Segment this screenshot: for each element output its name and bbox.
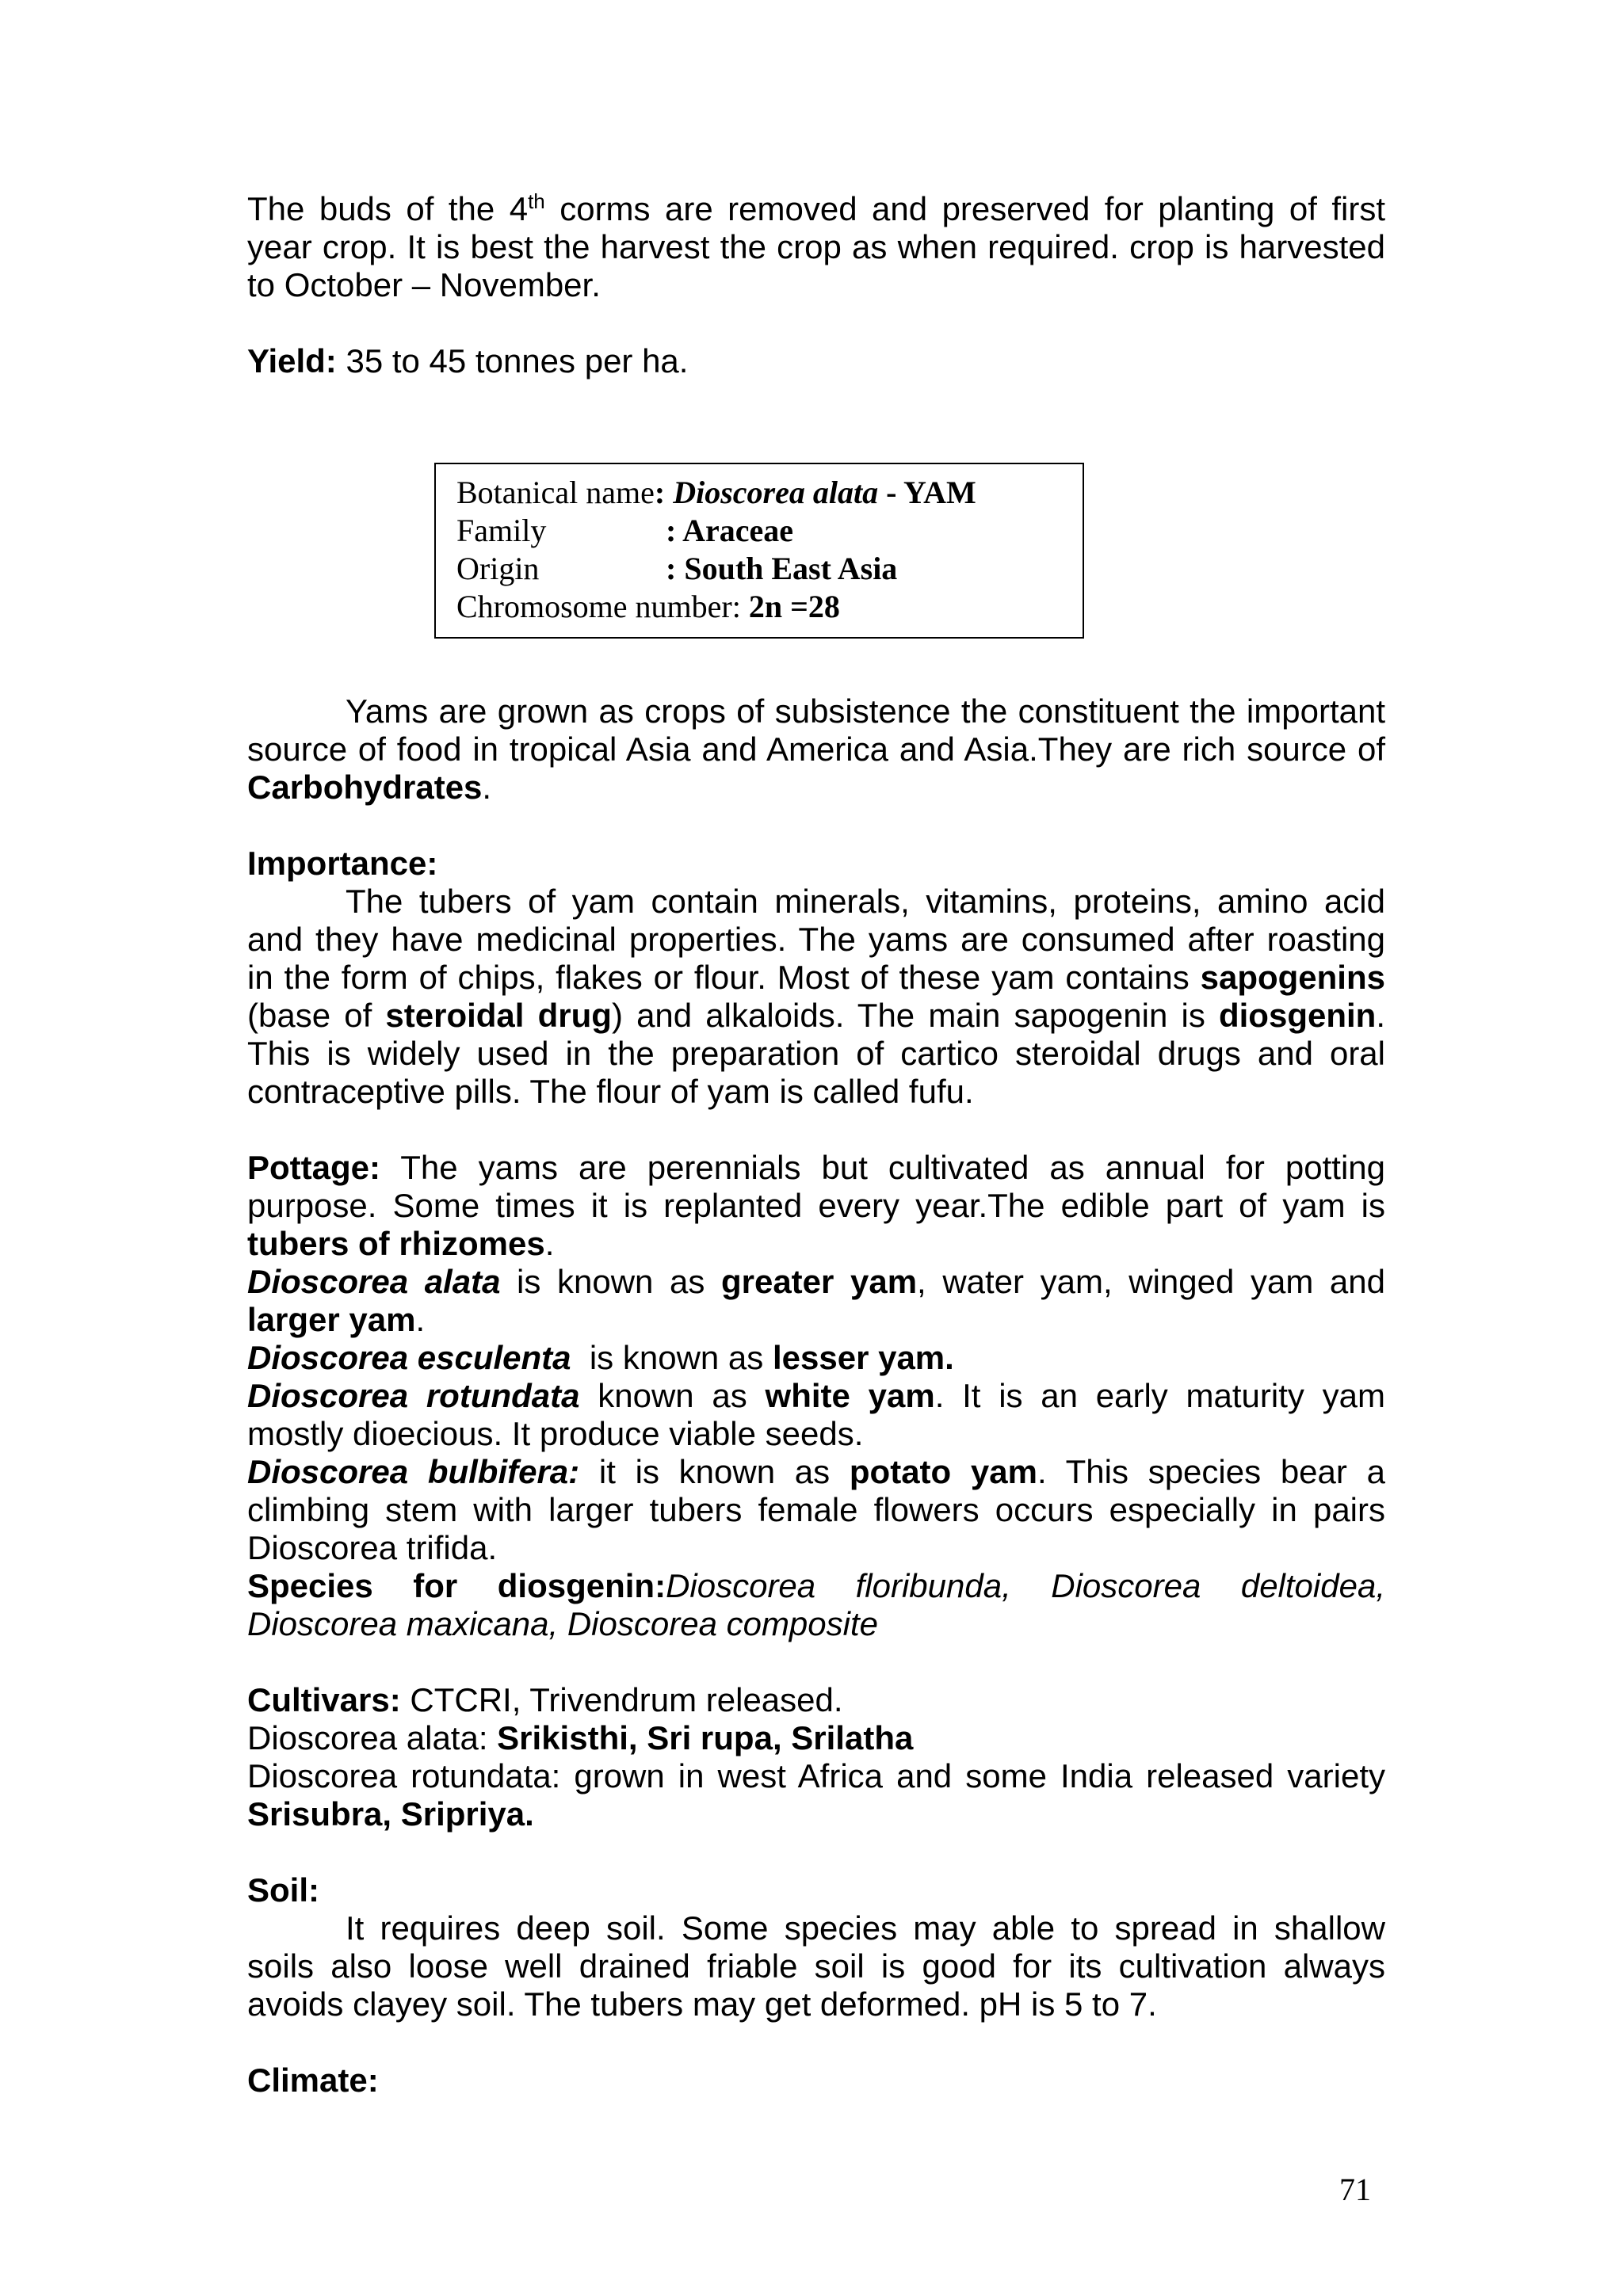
cultivars-line: [247, 1681, 1385, 1719]
importance-heading-text: Importance:: [247, 845, 438, 882]
family-row: [456, 512, 1062, 550]
family-value: : Araceae: [666, 513, 794, 548]
botanical-name-row: [456, 474, 1062, 512]
chromosome-value: 2n =28: [748, 589, 840, 624]
steroidal-drug-bold: steroidal drug: [385, 997, 612, 1034]
importance-heading: [247, 845, 1385, 883]
species-text: is known as: [500, 1263, 721, 1300]
tubers-bold: tubers of rhizomes: [247, 1225, 545, 1262]
species-text: is known as: [571, 1339, 773, 1376]
pottage-text: The yams are perennials but cultivated as annual for potting purpose. Some times it is replanted every year.The edible part of yam is: [247, 1149, 1385, 1224]
species-common-name: potato yam: [849, 1453, 1037, 1490]
climate-heading: [247, 2061, 1385, 2100]
importance-paragraph: [247, 883, 1385, 1111]
diosgenin-label: Species for diosgenin:: [247, 1567, 666, 1604]
species-name: Dioscorea esculenta: [247, 1339, 571, 1376]
botanical-name-suffix: - YAM: [878, 475, 976, 510]
pottage-paragraph: [247, 1149, 1385, 1263]
chromosome-label: Chromosome number:: [456, 589, 749, 624]
chromosome-row: [456, 588, 1062, 626]
species-name: Dioscorea bulbifera:: [247, 1453, 580, 1490]
species-diosgenin: [247, 1567, 1385, 1643]
intro-text-cont: corms are removed and preserved for planting of first year crop. It is best the harvest the crop as when required. crop is harvested to October – November.: [247, 190, 1385, 303]
importance-text: . This is widely used in the preparation of cartico steroidal drugs and oral contraceptive pills. The flour of yam is called fufu.: [247, 997, 1385, 1110]
species-name: Dioscorea rotundata: [247, 1377, 580, 1414]
importance-text: The tubers of yam contain minerals, vitamins, proteins, amino acid and they have medicinal properties. The yams are consumed after roasting in the form of chips, flakes or flour. Most of these yam contains: [247, 883, 1385, 996]
cultivars-rotundata: [247, 1757, 1385, 1833]
species-esculenta: [247, 1339, 1385, 1377]
colon: :: [654, 475, 674, 510]
cultivars-text: CTCRI, Trivendrum released.: [400, 1681, 843, 1718]
species-common-name: larger yam: [247, 1301, 416, 1338]
species-rotundata: [247, 1377, 1385, 1453]
intro-text: The buds of the 4: [247, 190, 529, 227]
page-content: [247, 190, 1385, 2100]
superscript: th: [528, 189, 545, 213]
family-label: Family: [456, 513, 547, 548]
importance-text: ) and alkaloids. The main sapogenin is: [611, 997, 1219, 1034]
species-text: it is known as: [579, 1453, 850, 1490]
soil-heading-text: Soil:: [247, 1871, 319, 1909]
diosgenin-bold: diosgenin: [1218, 997, 1377, 1034]
yield-label: Yield:: [247, 342, 337, 379]
yams-intro-paragraph: [247, 692, 1385, 807]
species-common-name: lesser yam.: [772, 1339, 954, 1376]
soil-heading: [247, 1871, 1385, 1909]
species-common-name: greater yam: [720, 1263, 918, 1300]
species-alata: [247, 1263, 1385, 1339]
carbohydrates-bold: Carbohydrates: [247, 769, 483, 806]
species-name: Dioscorea alata: [247, 1263, 501, 1300]
botanical-name-value: Dioscorea alata: [673, 475, 879, 510]
species-text: . This species bear a climbing stem with larger tubers female flowers occurs especially in pairs Dioscorea trifida.: [247, 1453, 1385, 1566]
origin-row: [456, 550, 1062, 588]
intro-paragraph: [247, 190, 1385, 304]
botanical-name-label: Botanical name: [456, 475, 655, 510]
origin-label: Origin: [456, 551, 540, 586]
yield-line: [247, 342, 1385, 380]
page-number: 71: [1339, 2172, 1371, 2207]
cultivars-rotundata-varieties: Srisubra, Sripriya.: [247, 1795, 534, 1833]
yield-value: 35 to 45 tonnes per ha.: [336, 342, 689, 379]
sapogenins-bold: sapogenins: [1200, 959, 1385, 996]
cultivars-alata: [247, 1719, 1385, 1757]
species-bulbifera: [247, 1453, 1385, 1567]
species-text: , water yam, winged yam and: [917, 1263, 1385, 1300]
cultivars-alata-varieties: Srikisthi, Sri rupa, Srilatha: [497, 1719, 914, 1756]
period: .: [415, 1301, 426, 1338]
cultivars-label: Cultivars:: [247, 1681, 401, 1718]
climate-heading-text: Climate:: [247, 2061, 379, 2099]
yams-intro-text: Yams are grown as crops of subsistence the constituent the important source of food in tropical Asia and America and Asia.They are rich source of: [247, 692, 1385, 768]
period: .: [482, 769, 492, 806]
species-common-name: white yam: [765, 1377, 935, 1414]
botanical-info-box: [434, 463, 1084, 639]
diosgenin-species-list: Dioscorea floribunda, Dioscorea deltoidea, Dioscorea maxicana, Dioscorea composite: [247, 1567, 1385, 1642]
cultivars-alata-label: Dioscorea alata:: [247, 1719, 498, 1756]
origin-value: : South East Asia: [666, 551, 898, 586]
species-text: known as: [579, 1377, 766, 1414]
species-text: . It is an early maturity yam mostly dioecious. It produce viable seeds.: [247, 1377, 1385, 1452]
period: .: [544, 1225, 555, 1262]
importance-text: (base of: [247, 997, 386, 1034]
soil-paragraph: It requires deep soil. Some species may able to spread in shallow soils also loose well drained friable soil is good for its cultivation always avoids clayey soil. The tubers may get deformed. pH is 5 to 7.: [247, 1909, 1385, 2023]
pottage-label: Pottage:: [247, 1149, 380, 1186]
cultivars-rotundata-text: Dioscorea rotundata: grown in west Africa and some India released variety: [247, 1757, 1385, 1794]
